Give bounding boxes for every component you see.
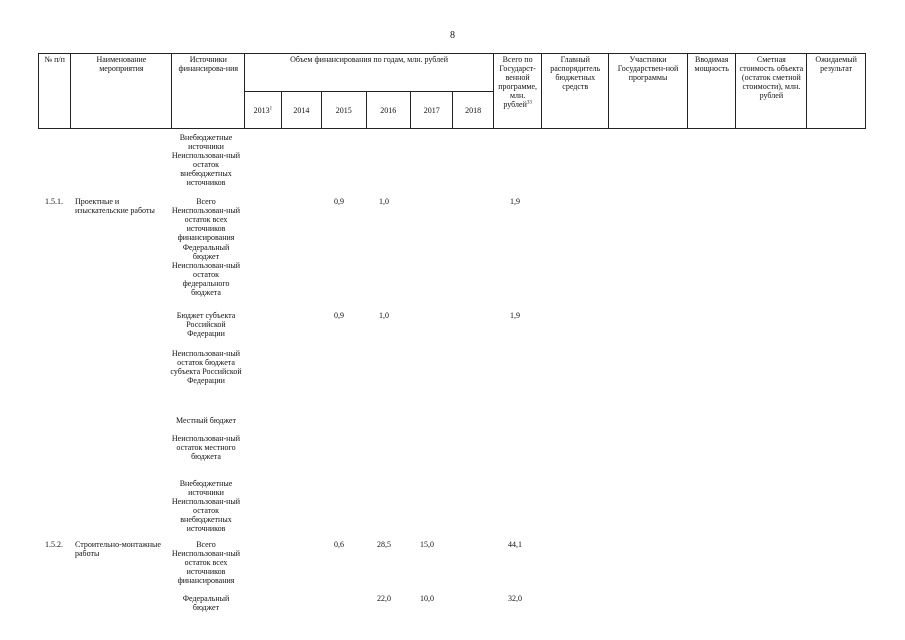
row-151-name: Проектные и изыскательские работы bbox=[75, 197, 155, 215]
row-151-source-local: Местный бюджет bbox=[176, 416, 236, 425]
row-151-source-subject: Бюджет субъекта Российской Федерации bbox=[176, 311, 236, 338]
header-year-2016: 2016 bbox=[366, 92, 410, 129]
prev-source-unused-extrabudget: Неиспользован-ный остаток внебюджетных источников bbox=[171, 151, 241, 187]
header-year-2018: 2018 bbox=[453, 92, 493, 129]
header-total-text: Всего по Государст-венной программе, млн. рублей bbox=[498, 55, 538, 109]
year-2013-text: 2013 bbox=[253, 105, 270, 115]
row-151-source-extrabudget: Внебюджетные источники bbox=[179, 479, 233, 497]
row-151-subject-2016: 1,0 bbox=[379, 311, 389, 320]
row-152-source-total: Всего bbox=[196, 540, 216, 549]
header-sources: Источники финансирова-ния bbox=[172, 54, 245, 129]
header-name: Наименование мероприятия bbox=[71, 54, 172, 129]
header-total-sup: 33 bbox=[526, 100, 532, 106]
row-152-federal-2016: 22,0 bbox=[377, 594, 391, 603]
row-151-subject-sum: 1,9 bbox=[510, 311, 520, 320]
row-152-number: 1.5.2. bbox=[45, 540, 63, 549]
row-152-total-2017: 15,0 bbox=[420, 540, 434, 549]
row-152-total-2016: 28,5 bbox=[377, 540, 391, 549]
header-participants: Участники Государствен-ной программы bbox=[609, 54, 688, 129]
header-year-2015: 2015 bbox=[322, 92, 366, 129]
row-151-source-federal: Федеральный бюджет bbox=[182, 243, 230, 261]
year-2013-sup: 1 bbox=[269, 105, 273, 111]
row-151-source-unused-extrabudget: Неиспользован-ный остаток внебюджетных источников bbox=[171, 497, 241, 533]
row-151-source-total: Всего bbox=[196, 197, 216, 206]
row-152-name: Строительно-монтажные работы bbox=[75, 540, 161, 558]
row-152-total-sum: 44,1 bbox=[508, 540, 522, 549]
row-152-source-unused-all: Неиспользован-ный остаток всех источников финансирования bbox=[171, 549, 241, 585]
row-151-total-sum: 1,9 bbox=[510, 197, 520, 206]
row-152-total-2015: 0,6 bbox=[334, 540, 344, 549]
row-151-source-unused-local: Неиспользован-ный остаток местного бюджета bbox=[171, 434, 241, 461]
row-152-source-federal: Федеральный бюджет bbox=[182, 594, 230, 612]
header-years-group: Объем финансирования по годам, млн. рублей bbox=[245, 54, 494, 92]
row-151-source-unused-subject: Неиспользован-ный остаток бюджета субъекта Российской Федерации bbox=[170, 349, 242, 385]
header-result: Ожидаемый результат bbox=[807, 54, 866, 129]
row-151-source-unused-all: Неиспользован-ный остаток всех источников финансирования bbox=[171, 206, 241, 242]
header-admin: Главный распорядитель бюджетных средств bbox=[542, 54, 609, 129]
header-year-2017: 2017 bbox=[410, 92, 452, 129]
row-151-subject-2015: 0,9 bbox=[334, 311, 344, 320]
header-year-2014: 2014 bbox=[281, 92, 321, 129]
header-total bbox=[493, 54, 542, 129]
page-number: 8 bbox=[450, 30, 455, 41]
table-header bbox=[38, 53, 866, 129]
row-152-federal-2017: 10,0 bbox=[420, 594, 434, 603]
row-152-federal-sum: 32,0 bbox=[508, 594, 522, 603]
row-151-total-2016: 1,0 bbox=[379, 197, 389, 206]
header-no: № п/п bbox=[39, 54, 71, 129]
prev-source-extrabudget: Внебюджетные источники bbox=[179, 133, 233, 151]
row-151-number: 1.5.1. bbox=[45, 197, 63, 206]
row-151-source-unused-federal: Неиспользован-ный остаток федерального бюджета bbox=[171, 261, 241, 297]
row-151-total-2015: 0,9 bbox=[334, 197, 344, 206]
header-capacity: Вводимая мощность bbox=[687, 54, 736, 129]
header-cost: Сметная стоимость объекта (остаток сметной стоимости), млн. рублей bbox=[736, 54, 807, 129]
header-year-2013 bbox=[245, 92, 281, 129]
